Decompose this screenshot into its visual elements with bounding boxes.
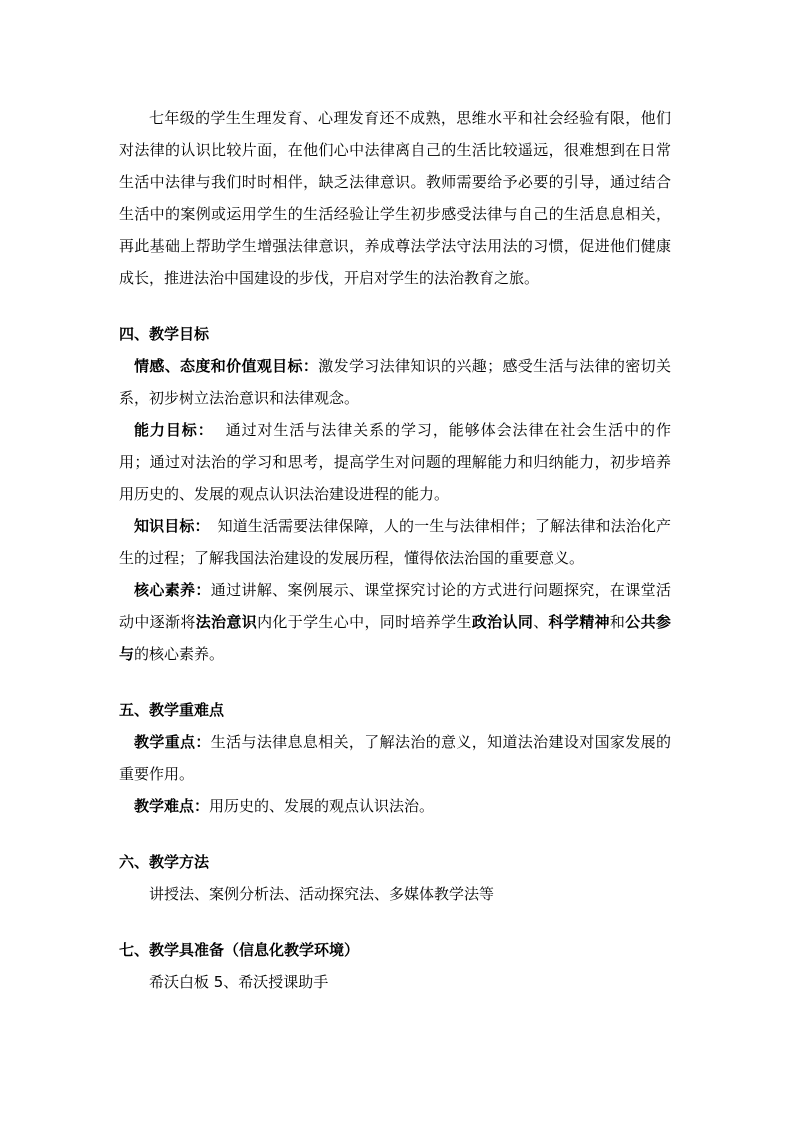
student-analysis-paragraph: 七年级的学生生理发育、心理发育还不成熟，思维水平和社会经验有限，他们对法律的认识比较片面，在他们心中法律离自己的生活比较遥远，很难想到在日常生活中法律与我们时时相伴，缺乏法律意识。教师需要给予必要的引导，通过结合生活中的案例或运用学生的生活经验让学生初步感受法律与自己的生活息息相关，再此基础上帮助学生增强法律意识，养成尊法学法守法用法的习惯，促进他们健康成长，推进法治中国建设的步伐，开启对学生的法治教育之旅。 (119, 109, 671, 287)
keypoint-focus-label: 教学重点： (134, 733, 211, 751)
section-heading-keypoints: 五、教学重难点 (119, 701, 225, 719)
objective-core-text: 和 (609, 613, 626, 631)
section-heading-tools: 七、教学具准备（信息化教学环境） (119, 941, 360, 959)
objective-emotion-text: 激发学习法律知识的兴趣；感受生活与法律的密切关系，初步树立法治意识和法律观念。 (119, 357, 671, 407)
core-term-law-awareness: 法治意识 (195, 613, 258, 631)
objective-ability (119, 414, 671, 510)
keypoint-difficulty-text: 用历史的、发展的观点认识法治。 (209, 797, 435, 815)
objective-emotion (119, 350, 671, 414)
objective-core-text: 通过讲解、案例展示、课堂探究讨论的方式进行问题探究，在课堂活动中逐渐将 (119, 581, 671, 631)
objective-emotion-label: 情感、态度和价值观目标： (134, 357, 319, 375)
core-term-public-participation: 公共参与 (119, 613, 671, 663)
tools-text: 希沃白板 5、希沃授课助手 (149, 973, 329, 991)
objective-core-text: 内化于学生心中，同时培养学生 (257, 613, 472, 631)
objective-knowledge-text: 知道生活需要法律保障，人的一生与法律相伴；了解法律和法治化产生的过程；了解我国法治建设的发展历程，懂得依法治国的重要意义。 (119, 517, 671, 567)
keypoint-difficulty-label: 教学难点： (134, 797, 210, 815)
objective-ability-text: 通过对生活与法律关系的学习，能够体会法律在社会生活中的作用；通过对法治的学习和思考，提高学生对问题的理解能力和归纳能力，初步培养用历史的、发展的观点认识法治建设进程的能力。 (119, 421, 671, 503)
objective-core (119, 574, 671, 670)
methods-text: 讲授法、案例分析法、活动探究法、多媒体教学法等 (149, 885, 495, 903)
section-heading-objectives: 四、教学目标 (119, 325, 210, 343)
objective-core-text: 的核心素养。 (134, 645, 225, 663)
keypoint-focus (119, 726, 671, 790)
core-term-scientific-spirit: 科学精神 (548, 613, 610, 631)
spacer (119, 910, 793, 934)
spacer (119, 670, 793, 694)
spacer (119, 294, 793, 318)
objective-ability-label: 能力目标： (134, 421, 214, 439)
objective-knowledge-label: 知识目标： (134, 517, 210, 535)
spacer (119, 822, 793, 846)
section-heading-methods: 六、教学方法 (119, 853, 210, 871)
objective-knowledge (119, 510, 671, 574)
keypoint-focus-text: 生活与法律息息相关，了解法治的意义，知道法治建设对国家发展的重要作用。 (119, 733, 671, 783)
keypoint-difficulty (119, 790, 671, 822)
objective-core-label: 核心素养： (134, 581, 211, 599)
objective-core-text: 、 (533, 613, 549, 631)
core-term-political-identity: 政治认同 (471, 613, 534, 631)
